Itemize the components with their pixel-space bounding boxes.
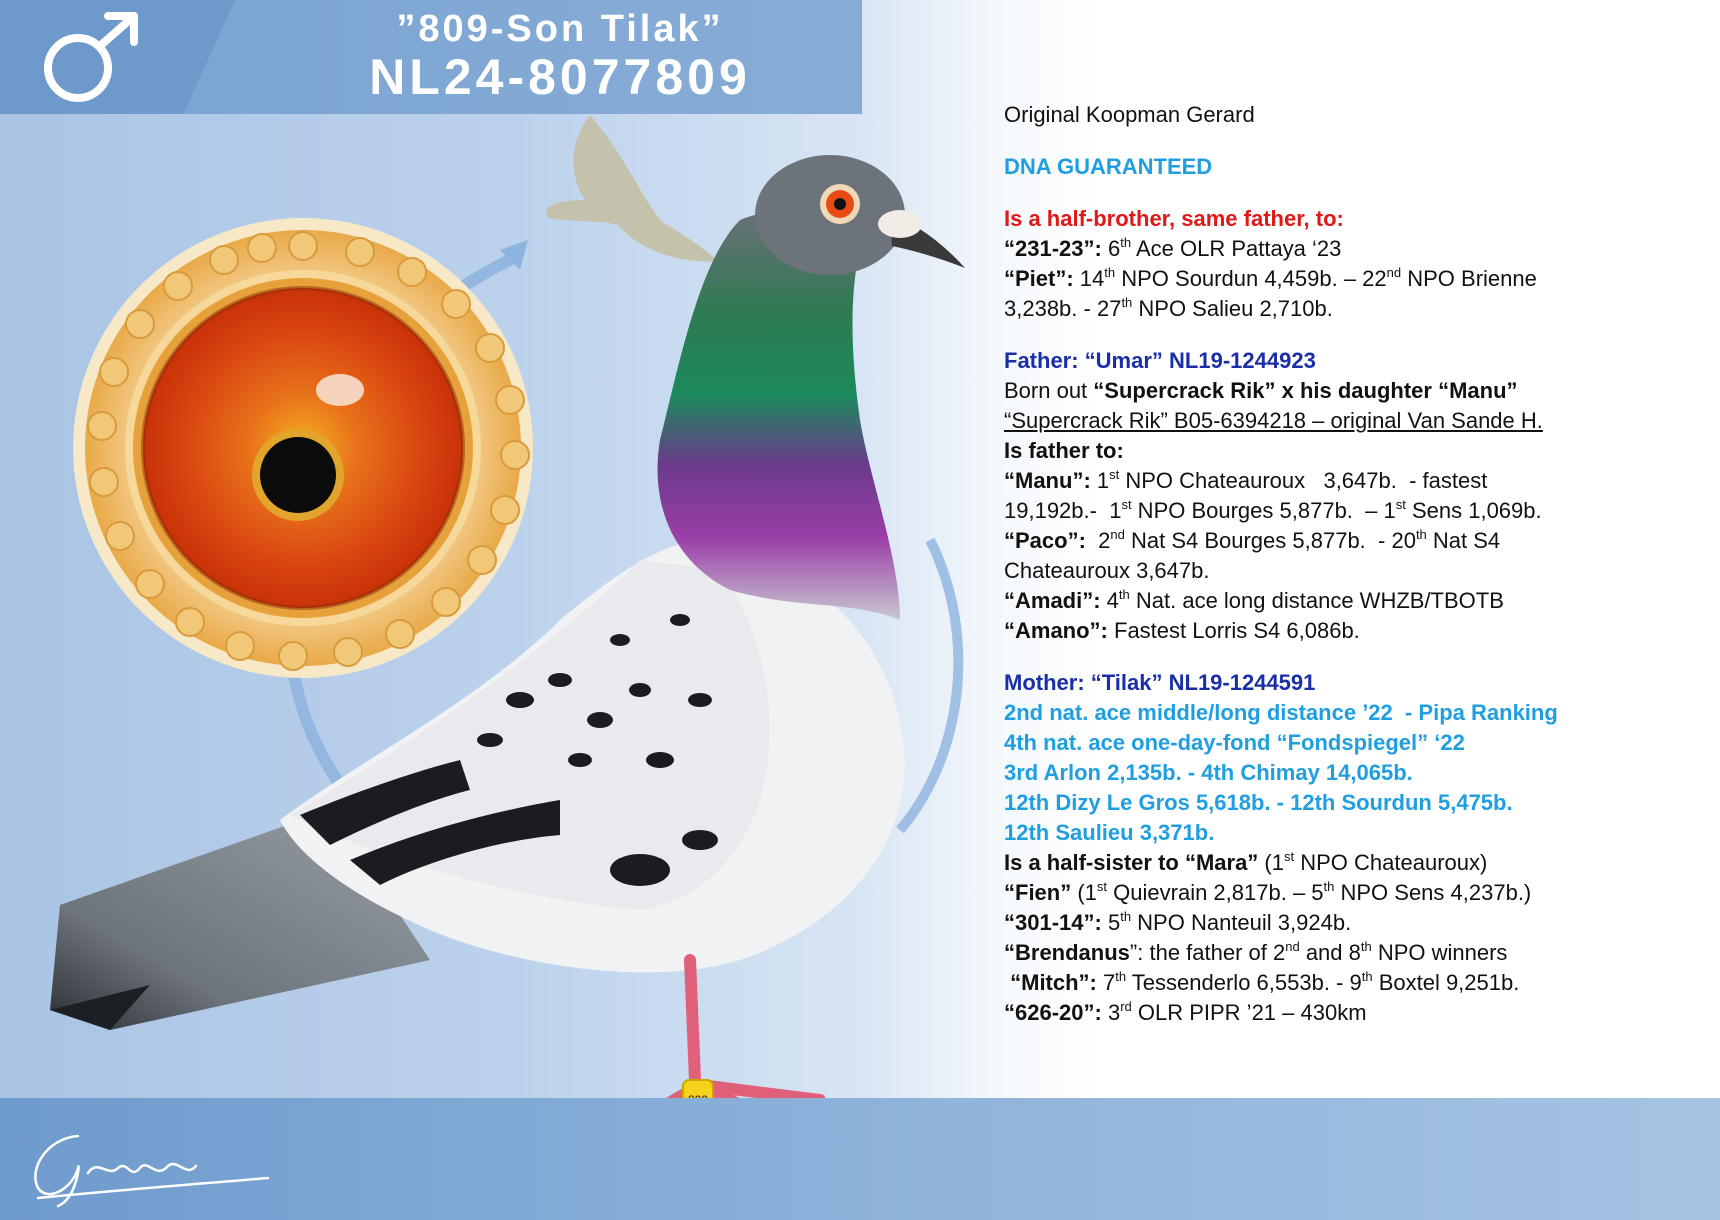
list-item: 3,238b. - 27th NPO Salieu 2,710b. bbox=[1004, 294, 1333, 321]
list-item: “Amano”: Fastest Lorris S4 6,086b. bbox=[1004, 618, 1360, 643]
mother-heading: Mother: “Tilak” NL19-1244591 bbox=[1004, 670, 1316, 695]
eye-closeup-image bbox=[73, 218, 533, 678]
list-item: “626-20”: 3rd OLR PIPR ’21 – 430km bbox=[1004, 998, 1367, 1025]
list-item: “Fien” (1st Quievrain 2,817b. – 5th NPO Sens 4,237b.) bbox=[1004, 878, 1532, 905]
origin-text: Original Koopman Gerard bbox=[1004, 102, 1255, 127]
sire-line: “Supercrack Rik” B05-6394218 – original Van Sande H. bbox=[1004, 408, 1543, 433]
half-sister-line: Is a half-sister to “Mara” (1st NPO Chateauroux) bbox=[1004, 848, 1488, 875]
mother-section bbox=[1004, 668, 1704, 1028]
koopman-signature-image bbox=[18, 1118, 278, 1208]
list-item: “Amadi”: 4th Nat. ace long distance WHZB/TBOTB bbox=[1004, 586, 1504, 613]
is-father-label: Is father to: bbox=[1004, 438, 1124, 463]
father-heading: Father: “Umar” NL19-1244923 bbox=[1004, 348, 1316, 373]
pedigree-info bbox=[1004, 100, 1704, 1050]
bird-logo-icon bbox=[546, 115, 720, 262]
father-origin: Born out “Supercrack Rik” x his daughter “Manu” bbox=[1004, 378, 1518, 403]
list-item: “231-23”: 6th Ace OLR Pattaya ‘23 bbox=[1004, 234, 1342, 261]
list-item: “Manu”: 1st NPO Chateauroux 3,647b. - fastest bbox=[1004, 466, 1488, 493]
list-item: 19,192b.- 1st NPO Bourges 5,877b. – 1st Sens 1,069b. bbox=[1004, 496, 1542, 523]
ring-number: NL24-8077809 bbox=[369, 49, 751, 105]
dna-guaranteed-label: DNA GUARANTEED bbox=[1004, 154, 1213, 179]
list-item: “301-14”: 5th NPO Nanteuil 3,924b. bbox=[1004, 908, 1352, 935]
mother-result: 12th Saulieu 3,371b. bbox=[1004, 820, 1215, 845]
half-brother-section bbox=[1004, 204, 1704, 324]
list-item: “Paco”: 2nd Nat S4 Bourges 5,877b. - 20th Nat S4 bbox=[1004, 526, 1501, 553]
pigeon-name: ”809-Son Tilak” bbox=[396, 8, 724, 50]
father-section bbox=[1004, 346, 1704, 646]
list-item: “Mitch”: 7th Tessenderlo 6,553b. - 9th Boxtel 9,251b. bbox=[1004, 968, 1520, 995]
mother-result: 12th Dizy Le Gros 5,618b. - 12th Sourdun 5,475b. bbox=[1004, 790, 1513, 815]
mother-result: 2nd nat. ace middle/long distance ’22 - Pipa Ranking bbox=[1004, 700, 1558, 725]
mother-result: 3rd Arlon 2,135b. - 4th Chimay 14,065b. bbox=[1004, 760, 1413, 785]
list-item: Chateauroux 3,647b. bbox=[1004, 558, 1210, 583]
mother-result: 4th nat. ace one-day-fond “Fondspiegel” ‘22 bbox=[1004, 730, 1465, 755]
list-item: “Piet”: 14th NPO Sourdun 4,459b. – 22nd NPO Brienne bbox=[1004, 264, 1537, 291]
male-symbol-icon bbox=[36, 8, 146, 108]
half-brother-heading: Is a half-brother, same father, to: bbox=[1004, 206, 1344, 231]
list-item: “Brendanus”: the father of 2nd and 8th NPO winners bbox=[1004, 938, 1508, 965]
